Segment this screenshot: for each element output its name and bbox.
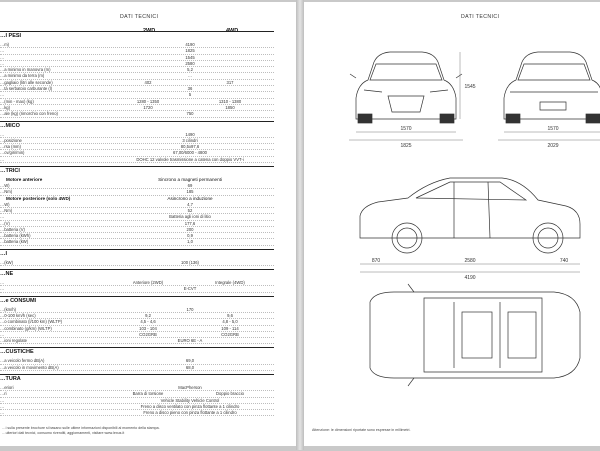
dim-front-width: 1825 [400, 143, 412, 149]
row-label: … [0, 214, 5, 220]
row-label: …rsa (mm) [0, 144, 21, 150]
section-header: …MICO [0, 121, 274, 132]
value-shared: 4190 [185, 42, 195, 47]
value-2wd: Anteriore (2WD) [132, 280, 164, 286]
page-gutter [296, 0, 304, 450]
row-label: …0-100 km/h (sec) [0, 312, 36, 318]
row-label: … [0, 280, 5, 286]
row-label: …batteria (V) [0, 226, 25, 232]
row-label: …ale (kg) (rimorchio con freno) [0, 111, 58, 117]
spec-table [0, 28, 274, 416]
dim-rear-track: 1570 [547, 126, 559, 132]
value-shared: 1490 [185, 131, 195, 137]
table-row [0, 286, 274, 292]
value-shared: 0,9 [187, 233, 193, 239]
dim-rear-width: 2029 [547, 143, 559, 149]
footnote: Attenzione: le dimensioni riportate sono espresse in millimetri. [312, 428, 411, 432]
row-label: …(min - max) (kg) [0, 98, 34, 104]
value-shared: E-CVT [183, 286, 197, 292]
row-label: …cv/giri/min) [0, 150, 25, 156]
section-header: …TURA [0, 374, 274, 385]
section-header: …CUSTICHE [0, 347, 274, 358]
dim-front-track: 1570 [400, 126, 412, 132]
value-shared: 36 [187, 86, 193, 92]
row-label: …tà serbatoio carburante (l) [0, 86, 53, 92]
value-shared: 185 [186, 189, 194, 195]
value-shared: 80,5x97,6 [180, 144, 200, 150]
rear-view-car [504, 52, 600, 123]
row-label: …(V) [0, 220, 10, 226]
page-title: DATI TECNICI [461, 14, 500, 20]
value-shared: Batteria agli ioni di litio [169, 214, 211, 220]
value-4wd: 317 [226, 79, 234, 85]
row-label: … [0, 131, 5, 137]
row-label: …batteria (kW) [0, 239, 29, 245]
value-4wd: CO2GRB [221, 331, 239, 337]
value-2wd: Barra di torsione [132, 391, 164, 397]
dim-wheelbase: 2580 [464, 258, 476, 264]
value-shared: 177,6 [184, 220, 196, 226]
row-label: … [0, 54, 5, 60]
row-label: …a minimo in manovra (m) [0, 67, 51, 73]
dimensions-page [304, 2, 600, 446]
value-shared: 69,0 [185, 358, 195, 364]
section-header: …I [0, 249, 274, 260]
value-shared: 750 [186, 111, 194, 117]
column-header-2wd: 2WD [143, 28, 156, 34]
row-label: …ri [0, 391, 7, 397]
table-row [0, 157, 274, 163]
value-2wd: 1720 [143, 104, 153, 110]
dim-rear-overhang: 740 [559, 258, 569, 264]
value-shared: 1545 [185, 54, 195, 60]
top-view-car [370, 284, 580, 386]
row-label: …combinato (g/km) (WLTP) [0, 325, 52, 331]
value-4wd: 9,6 [227, 312, 233, 318]
value-shared: 2580 [185, 60, 195, 66]
value-shared: 52 [187, 207, 193, 213]
row-label: …W) [0, 201, 10, 207]
footnote: …i sulla presente brochure si basano sulle ultime informazioni disponibili al momento della stampa. [2, 426, 160, 430]
table-row [0, 111, 274, 117]
specs-page [0, 2, 296, 446]
row-label: … [0, 156, 5, 162]
value-shared: 3 cilindri [182, 137, 198, 143]
value-2wd: 402 [144, 79, 152, 85]
row-label: … [0, 397, 5, 403]
front-view-car [350, 52, 462, 123]
row-label: … [0, 403, 5, 409]
value-4wd: Integrale (4WD) [215, 280, 245, 286]
row-label: …batteria (kWh) [0, 233, 31, 239]
row-label: …(kW) [0, 259, 14, 265]
row-label: …a veicolo fermo dB(A) [0, 358, 45, 364]
value-shared: 170 [186, 306, 194, 312]
value-2wd: 1280 - 1350 [136, 98, 160, 104]
value-2wd: 9,2 [145, 312, 151, 318]
value-shared: … [187, 73, 193, 79]
column-header-4wd: 4WD [226, 28, 239, 34]
dim-front-height: 1545 [464, 84, 476, 90]
row-label: …(km/h) [0, 306, 17, 312]
value-shared: Freno a disco pieno con pinza flottante a 1 cilindro [143, 410, 237, 416]
row-label: …a minimo da terra (m) [0, 73, 45, 79]
row-label: …ioni regolate [0, 338, 28, 344]
value-shared: 5 [188, 92, 192, 98]
row-label: … [0, 331, 5, 337]
value-shared: DOHC 12 valvole trasmissione a catena con doppio VVT-i [136, 156, 244, 162]
row-label: … [0, 410, 5, 416]
value-4wd: Doppio braccio [216, 391, 244, 397]
row-label: Motore posteriore (solo 4WD) [6, 195, 71, 201]
row-label: … [0, 286, 5, 292]
table-row [0, 239, 274, 245]
dim-front-overhang: 870 [371, 258, 381, 264]
side-view-car [360, 178, 580, 253]
value-shared: 200 [186, 226, 194, 232]
value-shared: 1,0 [187, 239, 193, 245]
table-row [0, 260, 274, 266]
section-header: …e CONSUMI [0, 296, 274, 307]
table-row [0, 365, 274, 371]
row-label: …gagliaio (litri alle seconde) [0, 79, 53, 85]
table-row [0, 410, 274, 416]
value-shared: Asincrono a induzione [167, 195, 213, 201]
value-2wd: 103 - 104 [139, 325, 157, 331]
row-label: …W) [0, 183, 10, 189]
row-label: … [0, 60, 5, 66]
section-header: …TRICI [0, 166, 274, 177]
vehicle-dimensions-drawing [304, 2, 600, 446]
footnote: …ulteriori dati tecnici, consumo rivenditi, aggiornamenti, visitare www.lexus.it [2, 431, 125, 435]
row-label: …posizione [0, 137, 22, 143]
row-label: …Nm) [0, 207, 13, 213]
section-header: …I PESI [0, 31, 274, 42]
row-label: …m) [0, 42, 10, 47]
value-shared: MacPherson [178, 384, 202, 390]
table-row [0, 338, 274, 344]
row-label: … [0, 48, 5, 54]
row-label: …eriori [0, 384, 14, 390]
row-label: …o combinato (l/100 km) (WLTP) [0, 319, 63, 325]
value-shared: 1825 [185, 48, 195, 54]
row-label: … [0, 92, 5, 98]
dim-overall-length: 4190 [464, 275, 476, 281]
value-shared: 4,7 [187, 201, 193, 207]
row-label: Motore anteriore [6, 177, 43, 183]
value-2wd: CO2GRB [139, 331, 157, 337]
value-shared: EURO 6E - A [177, 338, 203, 344]
value-4wd: 4,8 - 5,0 [222, 319, 238, 325]
value-shared: Sincrono a magneti permanenti [158, 177, 222, 183]
value-shared: 67,00/6000 - 4800 [173, 150, 207, 156]
value-shared: 69 [187, 183, 193, 189]
value-shared: Freno a disco ventilato con pinza flottante a 1 cilindro [140, 403, 240, 409]
value-2wd: 4,5 - 4,6 [140, 319, 156, 325]
value-shared: 100 (136) [181, 259, 199, 265]
section-header: …NE [0, 269, 274, 280]
page-title: DATI TECNICI [120, 14, 159, 20]
row-label: …Nm) [0, 189, 13, 195]
value-shared: 68,0 [185, 364, 195, 370]
row-label: …a veicolo in movimento dB(A) [0, 364, 59, 370]
value-shared: 5,2 [187, 67, 193, 73]
value-shared: Vehicle Stability Vehicle Control [160, 397, 220, 403]
value-4wd: 1310 - 1380 [218, 98, 242, 104]
value-4wd: 1850 [225, 104, 235, 110]
row-label: …kg) [0, 104, 11, 110]
value-4wd: 109 - 114 [221, 325, 239, 331]
